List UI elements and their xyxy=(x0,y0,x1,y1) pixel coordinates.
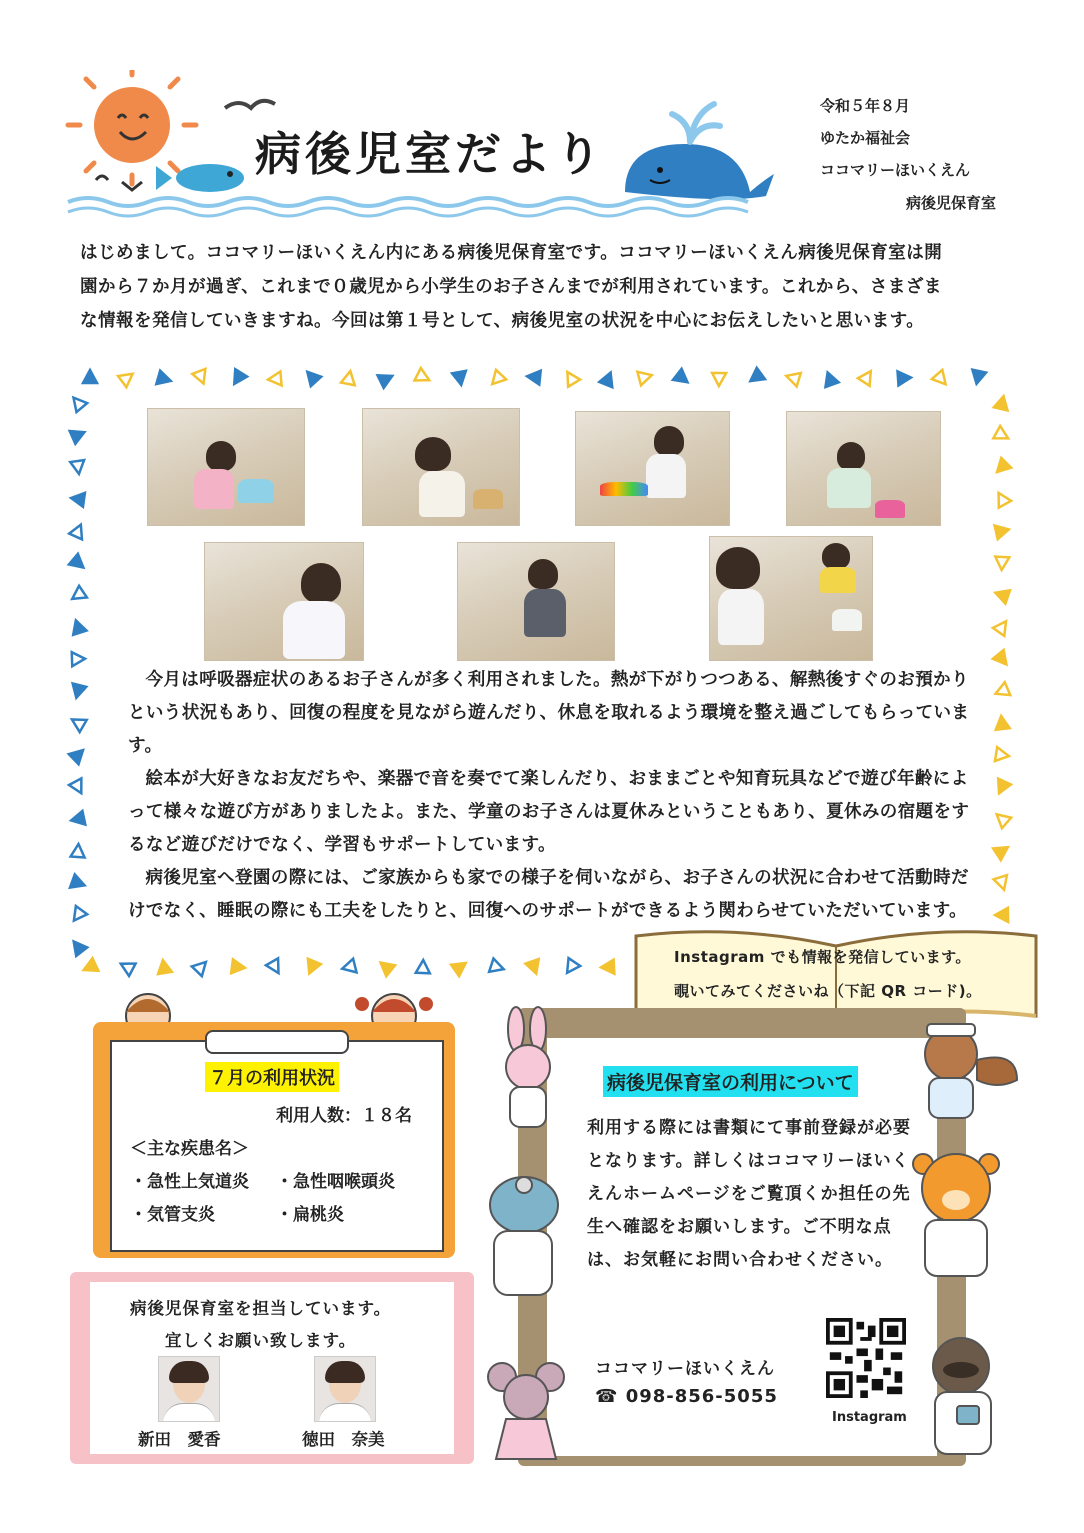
contact-phone: ☎ 098-856-5055 xyxy=(595,1386,778,1407)
mouse-nurse-icon xyxy=(488,1363,564,1459)
disease-item: ・気管支炎 xyxy=(130,1205,215,1225)
hippo-doctor-icon xyxy=(490,1177,558,1295)
animal-characters-right xyxy=(905,1020,1025,1465)
photo-child-reading xyxy=(147,408,305,526)
diseases-heading: ＜主な疾患名＞ xyxy=(130,1139,249,1159)
staff-line2: 宜しくお願い致します。 xyxy=(165,1331,357,1350)
usage-count: 利用人数：１８名 xyxy=(276,1106,412,1126)
instagram-note-line2: 覗いてみてくださいね（下記 QR コード)。 xyxy=(674,982,982,1000)
tanuki-doctor-icon xyxy=(933,1338,991,1454)
report-paragraph: 絵本が大好きなお友だちや、楽器で音を奏でて楽しんだり、おままごとや知育玩具などで遊び年齢によって様々な遊び方がありましたよ。また、学童のお子さんは夏休みということもあり、夏休みの宿題をするなど遊びだけでなく、学習もサポートしています。 xyxy=(128,769,970,855)
photo-child-xylophone xyxy=(575,411,730,526)
photo-child-shelf xyxy=(204,542,364,661)
contact-name: ココマリーほいくえん xyxy=(595,1359,775,1379)
bird-icon xyxy=(225,101,275,108)
nursery-name: ココマリーほいくえん xyxy=(820,161,971,179)
about-text: 利用する際には書類にて事前登録が必要となります。詳しくはココマリーほいくえんホームページをご覧頂くか担任の先生へ確認をお願いします。ご不明な点は、お気軽にお問い合わせください。 xyxy=(587,1118,911,1270)
intro-line: はじめまして。ココマリーほいくえん内にある病後児保育室です。ココマリーほいくえん病後児保育室は開 xyxy=(80,243,943,263)
staff-name-1: 新田 愛香 xyxy=(138,1430,221,1449)
squirrel-nurse-icon xyxy=(925,1024,1017,1118)
fish-icon xyxy=(156,164,244,192)
staff-name-2: 徳田 奈美 xyxy=(302,1430,385,1449)
staff-photo-2 xyxy=(314,1356,376,1422)
rabbit-nurse-icon xyxy=(506,1007,550,1127)
issue-date: 令和５年８月 xyxy=(820,97,911,115)
intro-text xyxy=(80,236,1012,338)
whale-icon xyxy=(625,104,774,199)
room-name: 病後児保育室 xyxy=(906,194,997,212)
animal-characters-left xyxy=(480,1005,570,1465)
qr-label: Instagram xyxy=(832,1410,907,1425)
instagram-qr-code[interactable] xyxy=(826,1318,906,1398)
report-paragraph: 病後児室へ登園の際には、ご家族からも家での様子を伺いながら、お子さんの状況に合わせて活動時だけでなく、睡眠の際にも工夫をしたりと、回復へのサポートができるよう関わらせていただいています。 xyxy=(128,868,969,921)
bear-doctor-icon xyxy=(913,1154,999,1276)
report-paragraph: 今月は呼吸器症状のあるお子さんが多く利用されました。熱が下がりつつある、解熱後すぐのお預かりという状況もあり、回復の程度を見ながら遊んだり、休息を取れるよう環境を整え過ごしてもらっています。 xyxy=(128,670,970,756)
org-name: ゆたか福祉会 xyxy=(820,129,911,147)
photo-child-play xyxy=(786,411,941,526)
clipboard-clip-icon xyxy=(205,1030,349,1054)
intro-line: 園から７か月が過ぎ、これまで０歳児から小学生のお子さんまでが利用されています。これから、さまざま xyxy=(80,277,942,297)
usage-title: ７月の利用状況 xyxy=(205,1062,339,1092)
photo-children-puzzle xyxy=(709,536,873,661)
disease-item: ・扁桃炎 xyxy=(276,1205,344,1225)
sun-icon xyxy=(68,70,196,184)
intro-line: な情報を発信していきますね。今回は第１号として、病後児室の状況を中心にお伝えしたいと思います。 xyxy=(80,311,925,331)
staff-photo-1 xyxy=(158,1356,220,1422)
instagram-note-line1: Instagram でも情報を発信しています。 xyxy=(674,948,971,966)
photo-child-homework xyxy=(457,542,615,661)
report-body xyxy=(128,664,974,928)
disease-item: ・急性上気道炎 xyxy=(130,1172,249,1192)
about-title: 病後児保育室の利用について xyxy=(603,1066,858,1097)
staff-line1: 病後児保育室を担当しています。 xyxy=(130,1299,392,1318)
disease-item: ・急性咽喉頭炎 xyxy=(276,1172,395,1192)
page-title: 病後児室だより xyxy=(255,127,605,181)
photo-child-toys xyxy=(362,408,520,526)
